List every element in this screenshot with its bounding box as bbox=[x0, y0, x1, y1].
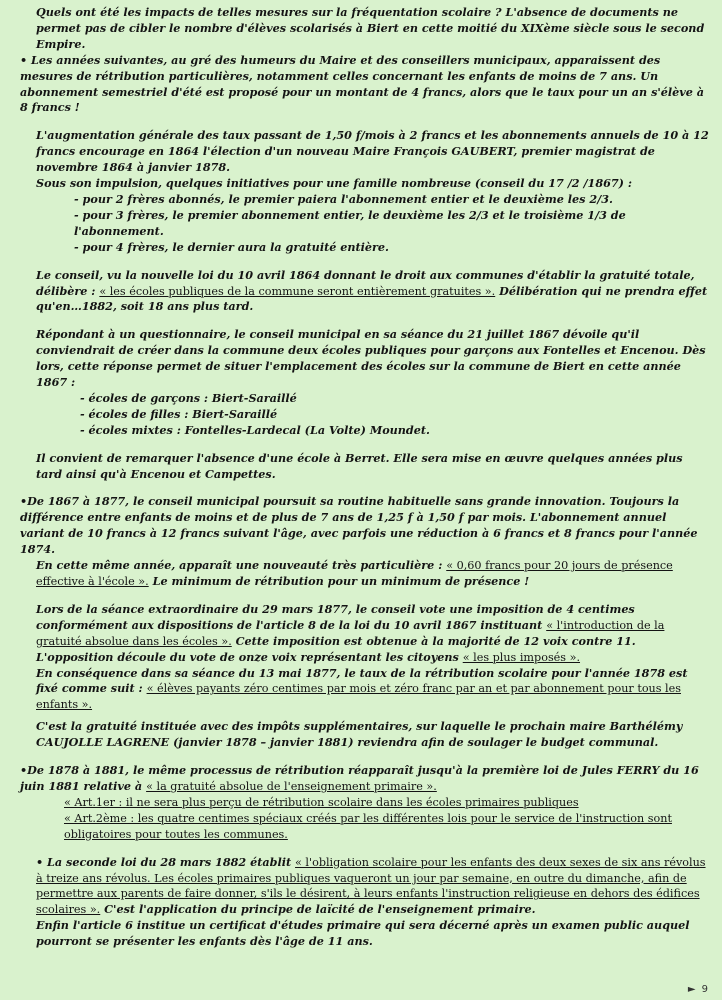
list-item-4-freres: - pour 4 frères, le dernier aura la gratuité entière. bbox=[74, 239, 389, 254]
quote-presence: « 0,60 francs pour 20 jours de présence effective à l'école ». bbox=[36, 559, 673, 588]
paragraph-1878-1881: •De 1878 à 1881, le même processus de rétribution réapparaît jusqu'à la première loi de Jules FERRY du 16 juin 1881 relative à « la gratuité absolue de l'enseignement primaire ». bbox=[20, 763, 699, 793]
list-item-ecoles-mixtes: - écoles mixtes : Fontelles-Lardecal (La Volte) Moundet. bbox=[80, 422, 430, 437]
paragraph-certificat: Enfin l'article 6 institue un certificat d'études primaire qui sera décerné après un examen public auquel pourront se présenter les enfants dès l'âge de 11 ans. bbox=[36, 918, 690, 949]
paragraph-impulsion: Sous son impulsion, quelques initiatives pour une famille nombreuse (conseil du 17 /2 /1867) : bbox=[36, 176, 633, 191]
paragraph-loi-1864: Le conseil, vu la nouvelle loi du 10 avril 1864 donnant le droit aux communes d'établir la gratuité totale, délibère : « les écoles publiques de la commune seront entièrement gratuites ». Délibération qui ne prendra effet qu'en…1882, soit 18 ans plus tard. bbox=[36, 267, 708, 314]
paragraph-art-1: « Art.1er : il ne sera plus perçu de rétribution scolaire dans les écoles primaires publiques bbox=[64, 795, 579, 809]
paragraph-nouveaute: En cette même année, apparaît une nouveauté très particulière : « 0,60 francs pour 20 jours de présence effective à l'école ». Le minimum de rétribution pour un minimum de présence ! bbox=[36, 558, 673, 588]
quote-enseignement-primaire: « la gratuité absolue de l'enseignement primaire ». bbox=[146, 779, 437, 793]
quote-obligation-scolaire: « l'obligation scolaire pour les enfants des deux sexes de six ans révolus à treize ans révolus. Les écoles primaires publiques vaqueront un jour par semaine, en outre du dimanche, afin de permettre aux parents de faire donner, s'ils le désirent, à leurs enfants l'instruction religieuse en dehors des édifices scolaires ». bbox=[36, 855, 706, 917]
paragraph-berret: Il convient de remarquer l'absence d'une école à Berret. Elle sera mise en œuvre quelques années plus tard ainsi qu'à Encenou et Campettes. bbox=[36, 450, 683, 481]
paragraph-seance-1877: Lors de la séance extraordinaire du 29 mars 1877, le conseil vote une imposition de 4 centimes conformément aux dispositions de l'article 8 de la loi du 10 avril 1867 instituant « l'introduction de la gratuité absolue dans les écoles ». Cette imposition est obtenue à la majorité de 12 voix contre 11. L'opposition découle du vote de onze voix représentant les citoyens « les plus imposés ». bbox=[36, 601, 665, 664]
arrow-icon: ► bbox=[687, 984, 696, 996]
paragraph-1867-1877: •De 1867 à 1877, le conseil municipal poursuit sa routine habituelle sans grande innovation. Toujours la différence entre enfants de moins et de plus de 7 ans de 1,25 f à 1,50 f par mois. L'abonnement annuel variant de 10 francs à 12 francs suivant l'âge, avec parfois une réduction à 6 francs et 8 francs pour l'année 1874. bbox=[20, 494, 698, 557]
quote-plus-imposes: « les plus imposés ». bbox=[462, 650, 581, 664]
page-number: ► 9 bbox=[688, 982, 708, 998]
paragraph-frequentation: Quels ont été les impacts de telles mesures sur la fréquentation scolaire ? L'absence de documents ne permet pas de cibler le nombre d'élèves scolarisés à Biert en cette moitié du XIXème siècle sous le second Empire. bbox=[36, 5, 705, 51]
list-item-ecoles-garcons: - écoles de garçons : Biert-Saraillé bbox=[80, 390, 297, 405]
list-item-2-freres: - pour 2 frères abonnés, le premier paiera l'abonnement entier et le deuxième les 2/3. bbox=[74, 191, 613, 206]
paragraph-annees-suivantes: • Les années suivantes, au gré des humeurs du Maire et des conseillers municipaux, apparaissent des mesures de rétribution particulières, notamment celles concernant les enfants de moins de 7 ans. Un abonnement semestriel d'été est proposé pour un montant de 4 francs, alors que le taux pour un an s'élève à 8 francs ! bbox=[20, 52, 705, 115]
paragraph-13-mai: En conséquence dans sa séance du 13 mai 1877, le taux de la rétribution scolaire pour l'année 1878 est fixé comme suit : « élèves payants zéro centimes par mois et zéro franc par an et par abonnement pour tous les enfants ». bbox=[36, 665, 688, 712]
paragraph-loi-1882: • La seconde loi du 28 mars 1882 établit « l'obligation scolaire pour les enfants des deux sexes de six ans révolus à treize ans révolus. Les écoles primaires publiques vaqueront un jour par semaine, en outre du dimanche, afin de permettre aux parents de faire donner, s'ils le désirent, à leurs enfants l'instruction religieuse en dehors des édifices scolaires ». C'est l'application du principe de laïcité de l'enseignement primaire. bbox=[36, 854, 706, 917]
paragraph-art-2: « Art.2ème : les quatre centimes spéciaux créés par les différentes lois pour le service de l'instruction sont obligatoires pour toutes les communes. bbox=[64, 811, 672, 841]
paragraph-augmentation: L'augmentation générale des taux passant de 1,50 f/mois à 2 francs et les abonnements annuels de 10 à 12 francs encourage en 1864 l'élection d'un nouveau Maire François GAUBERT, premier magistrat de novembre 1864 à janvier 1878. bbox=[36, 128, 709, 175]
quote-gratuites: « les écoles publiques de la commune seront entièrement gratuites ». bbox=[99, 284, 496, 298]
paragraph-questionnaire: Répondant à un questionnaire, le conseil municipal en sa séance du 21 juillet 1867 dévoile qu'il conviendrait de créer dans la commune deux écoles publiques pour garçons aux Fontelles et Encenou. Dès lors, cette réponse permet de situer l'emplacement des écoles sur la commune de Biert en cette année 1867 : bbox=[36, 327, 706, 390]
paragraph-gratuite-instituee: C'est la gratuité instituée avec des impôts supplémentaires, sur laquelle le prochain maire Barthélémy CAUJOLLE LAGRENE (janvier 1878 – janvier 1881) reviendra afin de soulager le budget communal. bbox=[36, 719, 683, 750]
quote-eleves-payants: « élèves payants zéro centimes par mois et zéro franc par an et par abonnement pour tous les enfants ». bbox=[36, 682, 681, 712]
list-item-ecoles-filles: - écoles de filles : Biert-Saraillé bbox=[80, 406, 278, 421]
quote-gratuite-absolue: « l'introduction de la gratuité absolue dans les écoles ». bbox=[36, 618, 665, 648]
list-item-3-freres: - pour 3 frères, le premier abonnement entier, le deuxième les 2/3 et le troisième 1/3 de l'abonnement. bbox=[74, 207, 626, 238]
